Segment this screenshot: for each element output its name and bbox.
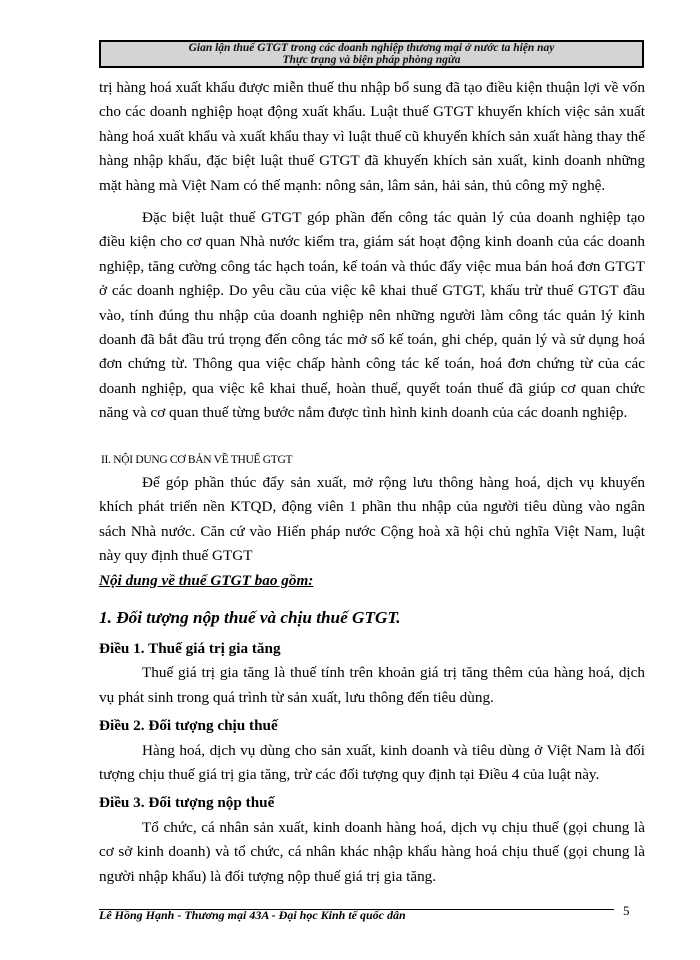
body-text-top (99, 76, 645, 426)
header-subtitle: Thực trạng và biện pháp phòng ngừa (282, 54, 461, 66)
article-3-title: Điều 3. Đối tượng nộp thuế (99, 794, 275, 812)
page-number: 5 (623, 903, 630, 918)
article-2-title: Điều 2. Đối tượng chịu thuế (99, 717, 278, 735)
section-intro: Để góp phần thúc đẩy sản xuất, mở rộng lưu thông hàng hoá, dịch vụ khuyến khích phát triển nền KTQD, động viên 1 phần thu nhập của người tiêu dùng vào ngân sách Nhà nước. Căn cứ vào Hiến pháp nước Cộng hoà xã hội chủ nghĩa Việt Nam, luật này quy định thuế GTGT (99, 474, 645, 565)
article-1-title: Điều 1. Thuế giá trị gia tăng (99, 640, 281, 658)
article-2-text: Hàng hoá, dịch vụ dùng cho sản xuất, kinh doanh và tiêu dùng ở Việt Nam là đối tượng chịu thuế giá trị gia tăng, trừ các đối tượng quy định tại Điều 4 của luật này. (99, 741, 645, 784)
page-header (99, 40, 644, 68)
paragraph-2: Đặc biệt luật thuế GTGT góp phần đến công tác quản lý của doanh nghiệp tạo điều kiện cho cơ quan Nhà nước kiểm tra, giám sát hoạt động kinh doanh của các doanh nghiệp, tăng cường công tác hạch toán, kế toán và thúc đẩy việc mua bán hoá đơn GTGT ở các doanh nghiệp. Do yêu cầu của việc kê khai thuế GTGT, khấu trừ thuế GTGT đầu vào, tính đúng thu nhập của doanh nghiệp nên những người làm công tác quản lý kinh doanh đã bắt đầu trú trọng đến công tác mở sổ kế toán, ghi chép, quản lý và sử dụng hoá đơn chứng từ. Thông qua việc chấp hành công tác kế toán, hoá đơn chứng từ của các doanh nghiệp, qua việc kê khai thuế, hoàn thuế, quyết toán thuế đã giúp cơ quan chức năng và cơ quan thuế từng bước nắm được tình hình kinh doanh của các doanh nghiệp. (99, 209, 645, 422)
section-body (99, 471, 645, 889)
footer-author: Lê Hồng Hạnh - Thương mại 43A - Đại học Kinh tế quốc dân (99, 908, 406, 922)
paragraph-1: trị hàng hoá xuất khẩu được miễn thuế thu nhập bổ sung đã tạo điều kiện thuận lợi về vốn cho các doanh nghiệp hoạt động xuất khẩu. Luật thuế GTGT khuyến khích việc sản xuất hàng hoá xuất khẩu và xuất khẩu thay vì luật thuế cũ khuyến khích sản xuất hàng thay thế hàng nhập khẩu, đặc biệt luật thuế GTGT đã khuyến khích sản xuất, kinh doanh những mặt hàng mà Việt Nam có thế mạnh: nông sản, lâm sản, hải sản, thủ công mỹ nghệ. (99, 79, 645, 194)
subheading: 1. Đối tượng nộp thuế và chịu thuế GTGT. (99, 608, 401, 628)
header-title: Gian lận thuế GTGT trong các doanh nghiệp thương mại ở nước ta hiện nay (188, 42, 555, 54)
content-heading: Nội dung về thuế GTGT bao gồm: (99, 571, 314, 589)
article-3-text: Tổ chức, cá nhân sản xuất, kinh doanh hàng hoá, dịch vụ chịu thuế (gọi chung là cơ sở kinh doanh) và tổ chức, cá nhân khác nhập khẩu hàng hoá chịu thuế (gọi chung là người nhập khẩu) là đối tượng nộp thuế giá trị gia tăng. (99, 818, 645, 885)
section-title: II. NỘI DUNG CƠ BẢN VỀ THUẾ GTGT (101, 454, 293, 466)
article-1-text: Thuế giá trị gia tăng là thuế tính trên khoản giá trị tăng thêm của hàng hoá, dịch vụ phát sinh trong quá trình từ sản xuất, lưu thông đến tiêu dùng. (99, 664, 645, 706)
